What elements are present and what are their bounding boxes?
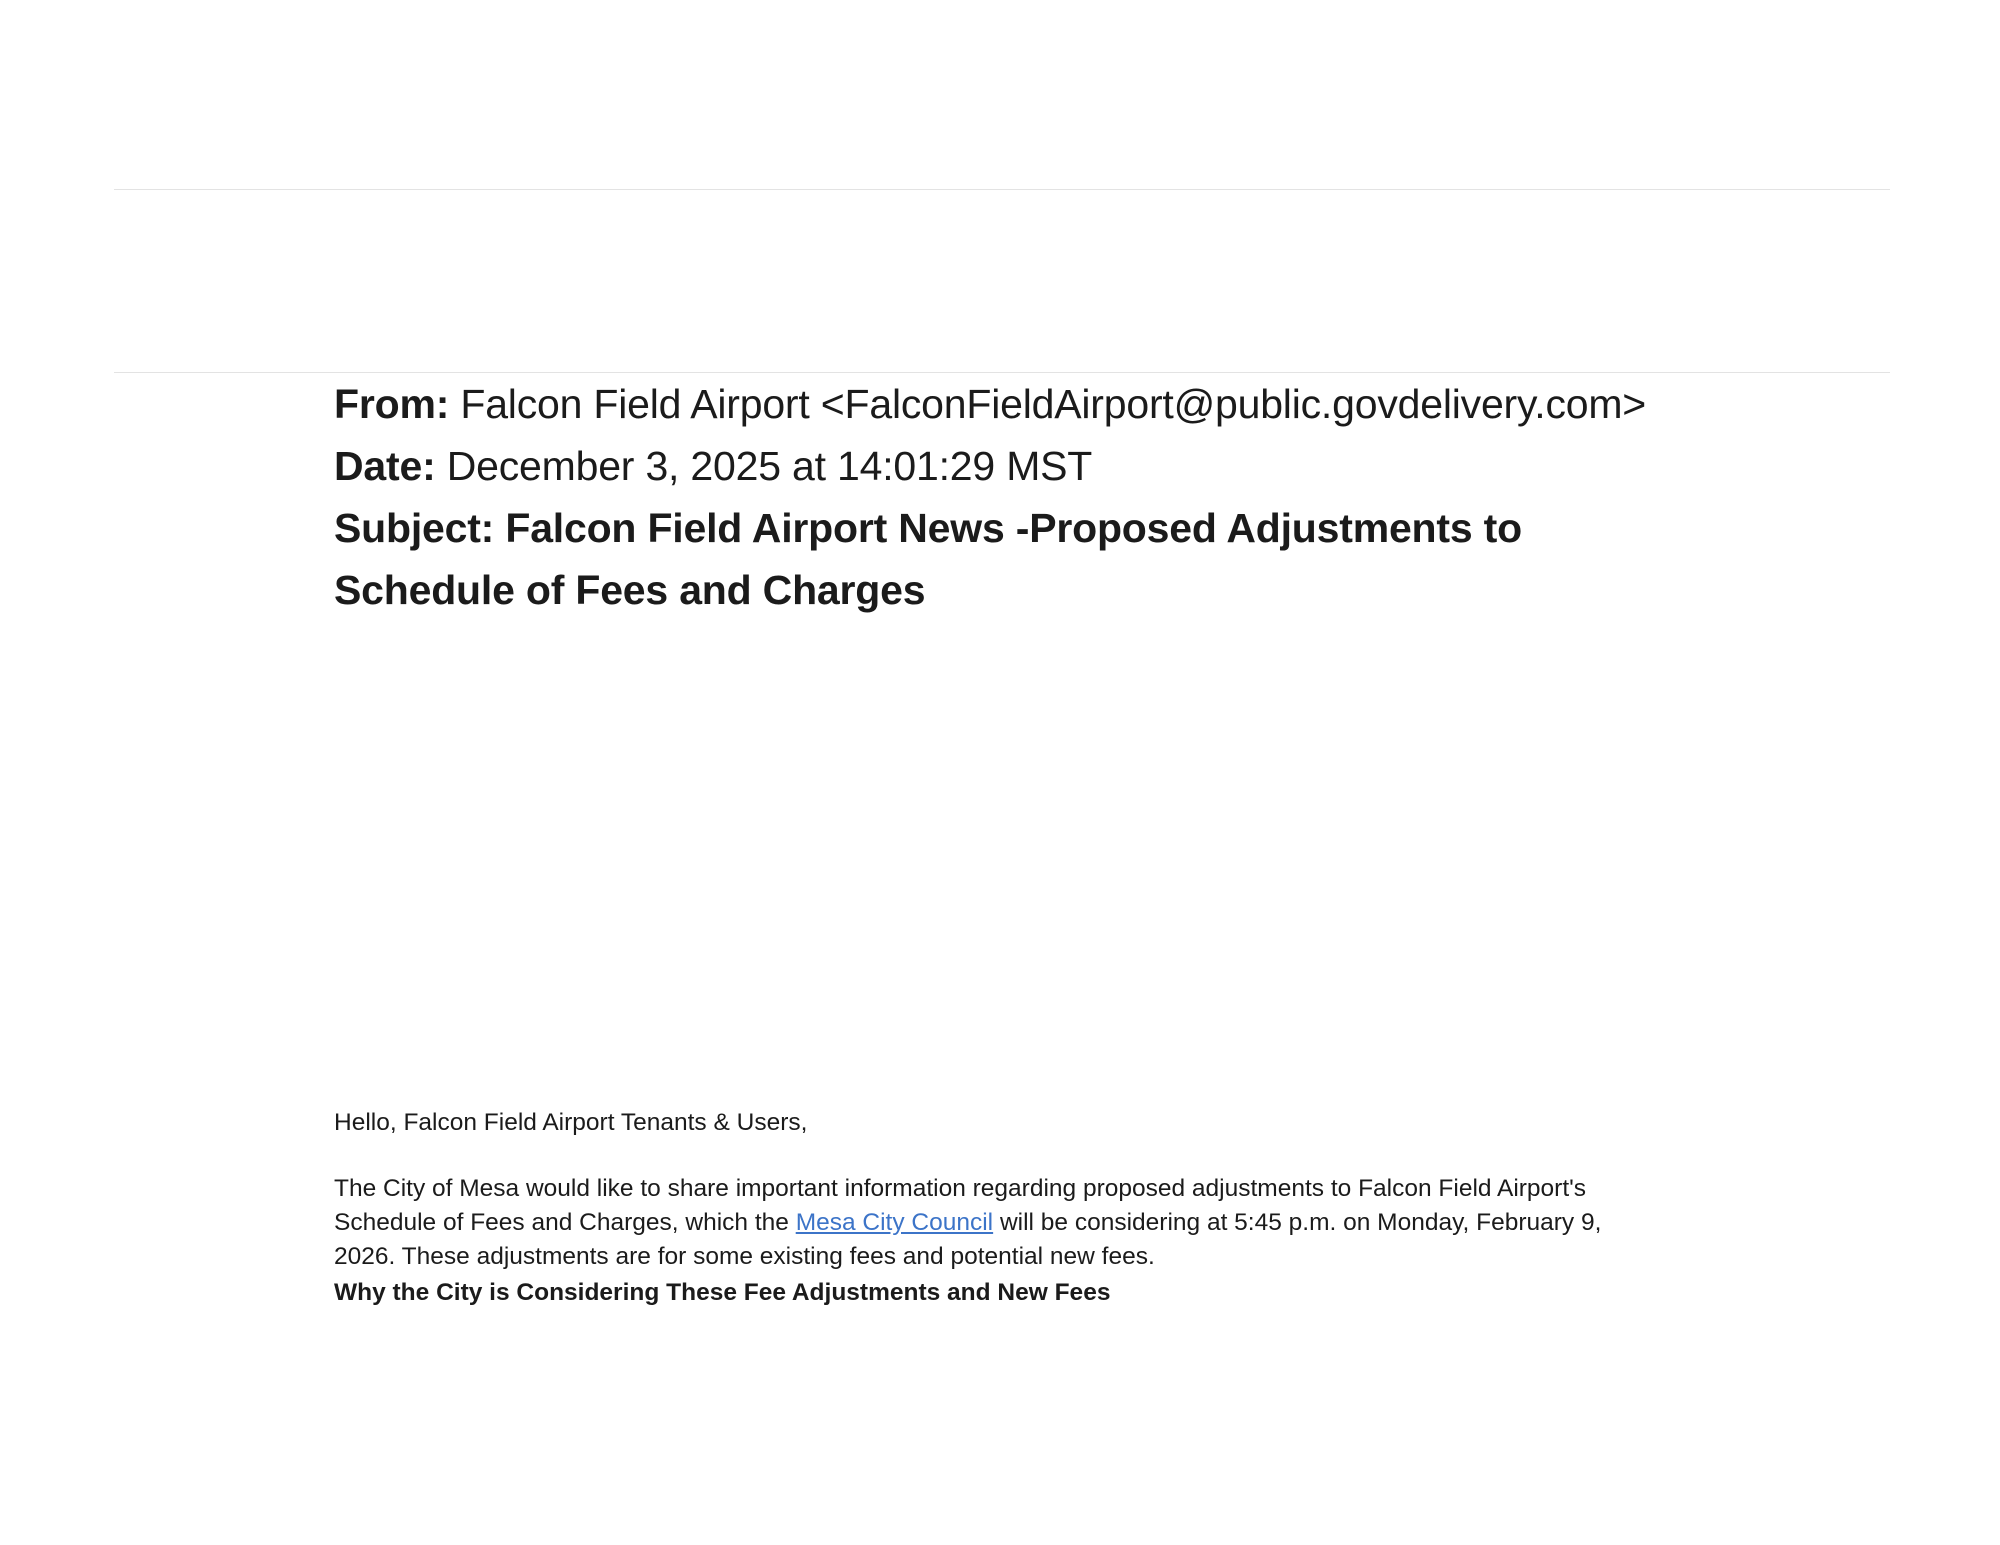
divider-top [114, 189, 1890, 190]
body-greeting: Hello, Falcon Field Airport Tenants & Users, [334, 1109, 808, 1136]
from-value: Falcon Field Airport <FalconFieldAirport@public.govdelivery.com> [460, 381, 1647, 427]
email-subject-line [334, 497, 1594, 621]
date-value: December 3, 2025 at 14:01:29 MST [446, 443, 1093, 489]
body-subheading: Why the City is Considering These Fee Adjustments and New Fees [334, 1279, 1111, 1306]
subject-label: Subject: [334, 505, 495, 551]
subject-value: Falcon Field Airport News -Proposed Adjustments to Schedule of Fees and Charges [334, 505, 1522, 613]
email-from-line [334, 373, 1647, 435]
paragraph-text-before-link: The City of Mesa would like to share important information regarding proposed adjustments to Falcon Field Airport's Schedule of Fees and Charges, which the [334, 1175, 1587, 1236]
email-body [334, 1106, 1654, 1310]
mesa-city-council-link[interactable]: Mesa City Council [795, 1209, 994, 1236]
date-label: Date: [334, 443, 436, 489]
body-paragraph [334, 1172, 1654, 1274]
email-date-line [334, 435, 1634, 497]
paragraph-text-after-link: will be considering at 5:45 p.m. on Monday, February 9, 2026. These adjustments are for some existing fees and potential new fees. [334, 1209, 1602, 1270]
email-header [334, 373, 1647, 621]
from-label: From: [334, 381, 450, 427]
